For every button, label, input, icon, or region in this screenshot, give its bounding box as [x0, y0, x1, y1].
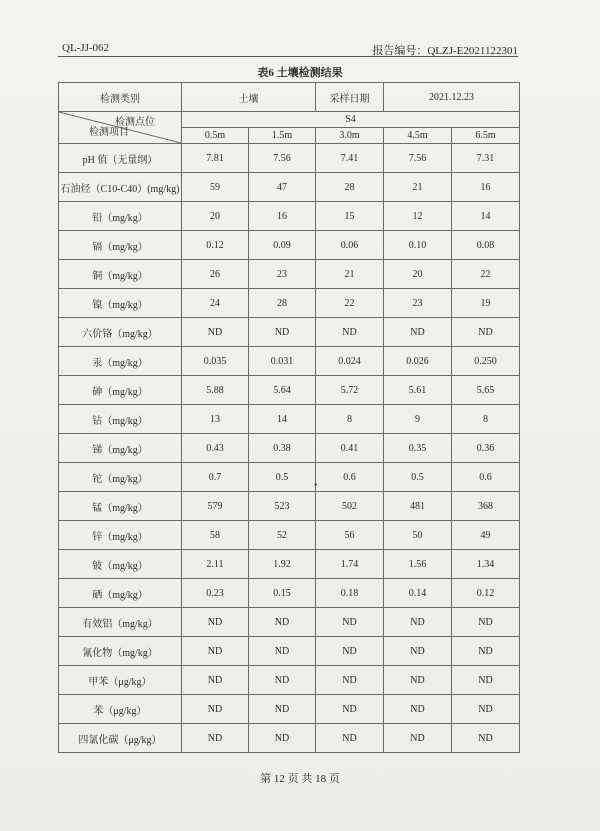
analyte-name: 钴（mg/kg） — [59, 405, 182, 434]
table-row — [59, 144, 520, 173]
result-value: 1.92 — [249, 550, 316, 579]
result-value: 16 — [249, 202, 316, 231]
analyte-name: 氰化物（mg/kg） — [59, 637, 182, 666]
analyte-name: 铊（mg/kg） — [59, 463, 182, 492]
result-value: 5.65 — [452, 376, 520, 405]
table-row — [59, 463, 520, 492]
table-row — [59, 608, 520, 637]
result-value: ND — [384, 608, 452, 637]
analyte-name: 铜（mg/kg） — [59, 260, 182, 289]
result-value: ND — [249, 608, 316, 637]
depth-header: 0.5m — [182, 128, 249, 144]
result-value: ND — [249, 666, 316, 695]
result-value: 0.024 — [316, 347, 384, 376]
result-value: ND — [249, 637, 316, 666]
result-value: 7.56 — [249, 144, 316, 173]
result-value: 1.74 — [316, 550, 384, 579]
result-value: 20 — [384, 260, 452, 289]
result-value: 56 — [316, 521, 384, 550]
result-value: 0.12 — [452, 579, 520, 608]
result-value: 7.81 — [182, 144, 249, 173]
result-value: 0.18 — [316, 579, 384, 608]
sampling-date-label: 采样日期 — [316, 83, 384, 112]
analyte-name: 硒（mg/kg） — [59, 579, 182, 608]
diagonal-header-cell — [59, 112, 182, 144]
result-value: 22 — [452, 260, 520, 289]
result-value: 0.06 — [316, 231, 384, 260]
result-value: 16 — [452, 173, 520, 202]
result-value: ND — [316, 318, 384, 347]
table-row — [59, 579, 520, 608]
table-row — [59, 637, 520, 666]
result-value: 0.031 — [249, 347, 316, 376]
analyte-name: 铍（mg/kg） — [59, 550, 182, 579]
result-value: 8 — [316, 405, 384, 434]
depth-header: 4.5m — [384, 128, 452, 144]
result-value: 28 — [316, 173, 384, 202]
result-value: 579 — [182, 492, 249, 521]
table-row — [59, 695, 520, 724]
analyte-name: 苯（μg/kg） — [59, 695, 182, 724]
result-value: 59 — [182, 173, 249, 202]
result-value: ND — [182, 637, 249, 666]
result-value: 0.36 — [452, 434, 520, 463]
category-value: 土壤 — [182, 83, 316, 112]
result-value: 58 — [182, 521, 249, 550]
analyte-name: 锰（mg/kg） — [59, 492, 182, 521]
result-value: ND — [384, 637, 452, 666]
table-row — [59, 173, 520, 202]
analyte-name: 甲苯（μg/kg） — [59, 666, 182, 695]
analyte-name: pH 值（无量纲） — [59, 144, 182, 173]
result-value: 9 — [384, 405, 452, 434]
table-row — [59, 405, 520, 434]
result-value: 0.14 — [384, 579, 452, 608]
result-value: 0.250 — [452, 347, 520, 376]
table-row — [59, 492, 520, 521]
result-value: 1.56 — [384, 550, 452, 579]
result-value: 13 — [182, 405, 249, 434]
analyte-name: 四氯化碳（μg/kg） — [59, 724, 182, 753]
result-value: ND — [316, 724, 384, 753]
result-value: ND — [452, 318, 520, 347]
result-value: ND — [182, 695, 249, 724]
result-value: 7.56 — [384, 144, 452, 173]
result-value: 8 — [452, 405, 520, 434]
result-value: ND — [182, 318, 249, 347]
result-value: 0.6 — [452, 463, 520, 492]
result-value: 7.41 — [316, 144, 384, 173]
result-value: 481 — [384, 492, 452, 521]
category-label: 检测类别 — [59, 83, 182, 112]
result-value: 0.35 — [384, 434, 452, 463]
result-value: ND — [384, 318, 452, 347]
analyte-name: 锑（mg/kg） — [59, 434, 182, 463]
result-value: 523 — [249, 492, 316, 521]
result-value: 21 — [384, 173, 452, 202]
result-value: ND — [182, 724, 249, 753]
result-value: 0.026 — [384, 347, 452, 376]
result-value: 0.08 — [452, 231, 520, 260]
soil-results-table — [58, 82, 520, 753]
analyte-name: 六价铬（mg/kg） — [59, 318, 182, 347]
result-value: 0.035 — [182, 347, 249, 376]
analyte-name: 石油烃（C10-C40）(mg/kg) — [59, 173, 182, 202]
table-row — [59, 260, 520, 289]
result-value: ND — [316, 695, 384, 724]
result-value: 1.34 — [452, 550, 520, 579]
table-row — [59, 521, 520, 550]
analyte-name: 砷（mg/kg） — [59, 376, 182, 405]
result-value: 0.5 — [384, 463, 452, 492]
result-value: 15 — [316, 202, 384, 231]
result-value: ND — [316, 608, 384, 637]
result-value: ND — [316, 666, 384, 695]
result-value: ND — [452, 724, 520, 753]
result-value: 0.23 — [182, 579, 249, 608]
table-row — [59, 376, 520, 405]
point-row — [59, 112, 520, 128]
result-value: 0.5 — [249, 463, 316, 492]
table-row — [59, 550, 520, 579]
result-value: 14 — [249, 405, 316, 434]
result-value: ND — [384, 695, 452, 724]
result-value: 50 — [384, 521, 452, 550]
sampling-point: S4 — [182, 112, 520, 128]
results-body — [59, 144, 520, 753]
result-value: 49 — [452, 521, 520, 550]
report-number: 报告编号：QLZJ-E2021122301 — [372, 45, 518, 57]
table-row — [59, 724, 520, 753]
result-value: 502 — [316, 492, 384, 521]
result-value: ND — [452, 666, 520, 695]
ink-mark: • — [314, 480, 318, 490]
result-value: 22 — [316, 289, 384, 318]
table-row — [59, 231, 520, 260]
result-value: 0.15 — [249, 579, 316, 608]
depth-header: 6.5m — [452, 128, 520, 144]
result-value: 0.7 — [182, 463, 249, 492]
result-value: ND — [182, 608, 249, 637]
result-value: 23 — [384, 289, 452, 318]
sampling-date-value: 2021.12.23 — [384, 83, 520, 112]
result-value: 0.6 — [316, 463, 384, 492]
result-value: 7.31 — [452, 144, 520, 173]
result-value: ND — [452, 608, 520, 637]
analyte-name: 汞（mg/kg） — [59, 347, 182, 376]
result-value: 12 — [384, 202, 452, 231]
result-value: 20 — [182, 202, 249, 231]
result-value: ND — [384, 724, 452, 753]
result-value: ND — [249, 695, 316, 724]
result-value: 5.64 — [249, 376, 316, 405]
result-value: 5.72 — [316, 376, 384, 405]
result-value: 0.38 — [249, 434, 316, 463]
result-value: 26 — [182, 260, 249, 289]
result-value: 23 — [249, 260, 316, 289]
result-value: 5.61 — [384, 376, 452, 405]
result-value: ND — [452, 695, 520, 724]
result-value: ND — [182, 666, 249, 695]
point-axis-label: 检测点位 — [115, 117, 155, 128]
table-row — [59, 202, 520, 231]
result-value: 52 — [249, 521, 316, 550]
page-footer: 第 12 页 共 18 页 — [260, 773, 340, 785]
result-value: 14 — [452, 202, 520, 231]
result-value: 21 — [316, 260, 384, 289]
analyte-name: 镉（mg/kg） — [59, 231, 182, 260]
depth-header: 1.5m — [249, 128, 316, 144]
result-value: ND — [249, 318, 316, 347]
result-value: ND — [384, 666, 452, 695]
header-rule — [58, 56, 518, 57]
result-value: 368 — [452, 492, 520, 521]
result-value: 0.41 — [316, 434, 384, 463]
table-row — [59, 434, 520, 463]
result-value: 5.88 — [182, 376, 249, 405]
table-row — [59, 289, 520, 318]
result-value: 2.11 — [182, 550, 249, 579]
analyte-name: 铅（mg/kg） — [59, 202, 182, 231]
depth-header: 3.0m — [316, 128, 384, 144]
result-value: 0.10 — [384, 231, 452, 260]
table-row — [59, 666, 520, 695]
result-value: ND — [249, 724, 316, 753]
analyte-name: 锌（mg/kg） — [59, 521, 182, 550]
result-value: 19 — [452, 289, 520, 318]
result-value: 0.43 — [182, 434, 249, 463]
analyte-name: 镍（mg/kg） — [59, 289, 182, 318]
result-value: ND — [316, 637, 384, 666]
document-code: QL-JJ-062 — [62, 42, 110, 54]
table-meta-row — [59, 83, 520, 112]
result-value: 0.12 — [182, 231, 249, 260]
table-title: 表6 土壤检测结果 — [257, 67, 343, 79]
result-value: ND — [452, 637, 520, 666]
item-axis-label: 检测项目 — [89, 127, 129, 138]
result-value: 0.09 — [249, 231, 316, 260]
result-value: 47 — [249, 173, 316, 202]
table-row — [59, 347, 520, 376]
result-value: 28 — [249, 289, 316, 318]
analyte-name: 有效铝（mg/kg） — [59, 608, 182, 637]
table-row — [59, 318, 520, 347]
result-value: 24 — [182, 289, 249, 318]
